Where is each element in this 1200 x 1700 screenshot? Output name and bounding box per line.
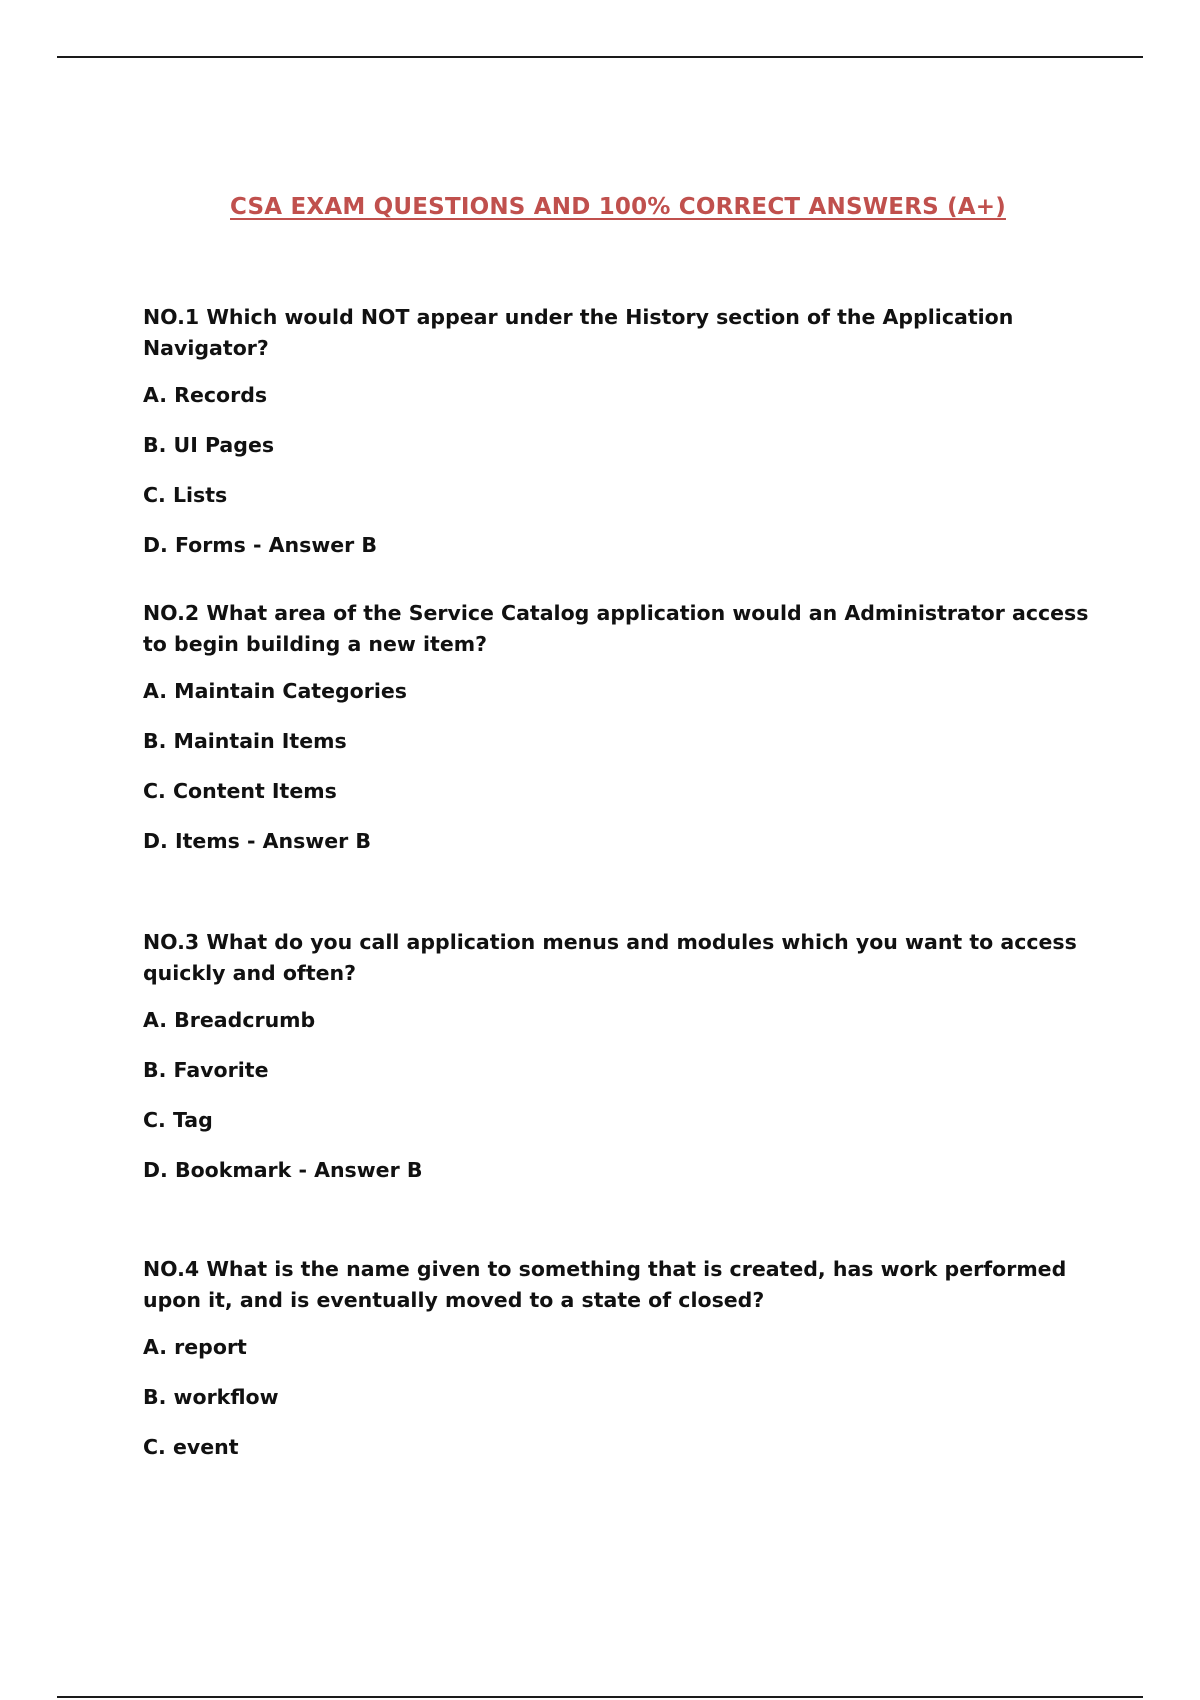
footer-rule: [57, 1696, 1143, 1698]
question-1: [143, 302, 1103, 580]
header-rule: [57, 56, 1143, 58]
question-text: NO.2 What area of the Service Catalog application would an Administrator access to begin building a new item?: [143, 601, 1089, 656]
question-text: NO.3 What do you call application menus and modules which you want to access quickly and often?: [143, 930, 1077, 985]
answer-option: C. Tag: [143, 1108, 213, 1132]
answer-option: C. Content Items: [143, 779, 337, 803]
answer-option: A. report: [143, 1335, 247, 1359]
answer-option: A. Maintain Categories: [143, 679, 407, 703]
question-text: NO.4 What is the name given to something that is created, has work performed upon it, and is eventually moved to a state of closed?: [143, 1257, 1067, 1312]
question-4: [143, 1254, 1103, 1482]
answer-option: D. Bookmark - Answer B: [143, 1158, 423, 1182]
answer-option: C. event: [143, 1435, 239, 1459]
answer-option: C. Lists: [143, 483, 228, 507]
answer-option: A. Records: [143, 383, 268, 407]
answer-option: B. UI Pages: [143, 433, 275, 457]
answer-option: B. Favorite: [143, 1058, 269, 1082]
question-3: [143, 927, 1103, 1205]
answer-option: D. Items - Answer B: [143, 829, 371, 853]
answer-option: A. Breadcrumb: [143, 1008, 316, 1032]
answer-option: B. Maintain Items: [143, 729, 347, 753]
document-title: CSA EXAM QUESTIONS AND 100% CORRECT ANSWERS (A+): [230, 194, 1006, 220]
answer-option: D. Forms - Answer B: [143, 533, 378, 557]
question-text: NO.1 Which would NOT appear under the History section of the Application Navigator?: [143, 305, 1014, 360]
question-2: [143, 598, 1103, 876]
answer-option: B. workflow: [143, 1385, 279, 1409]
